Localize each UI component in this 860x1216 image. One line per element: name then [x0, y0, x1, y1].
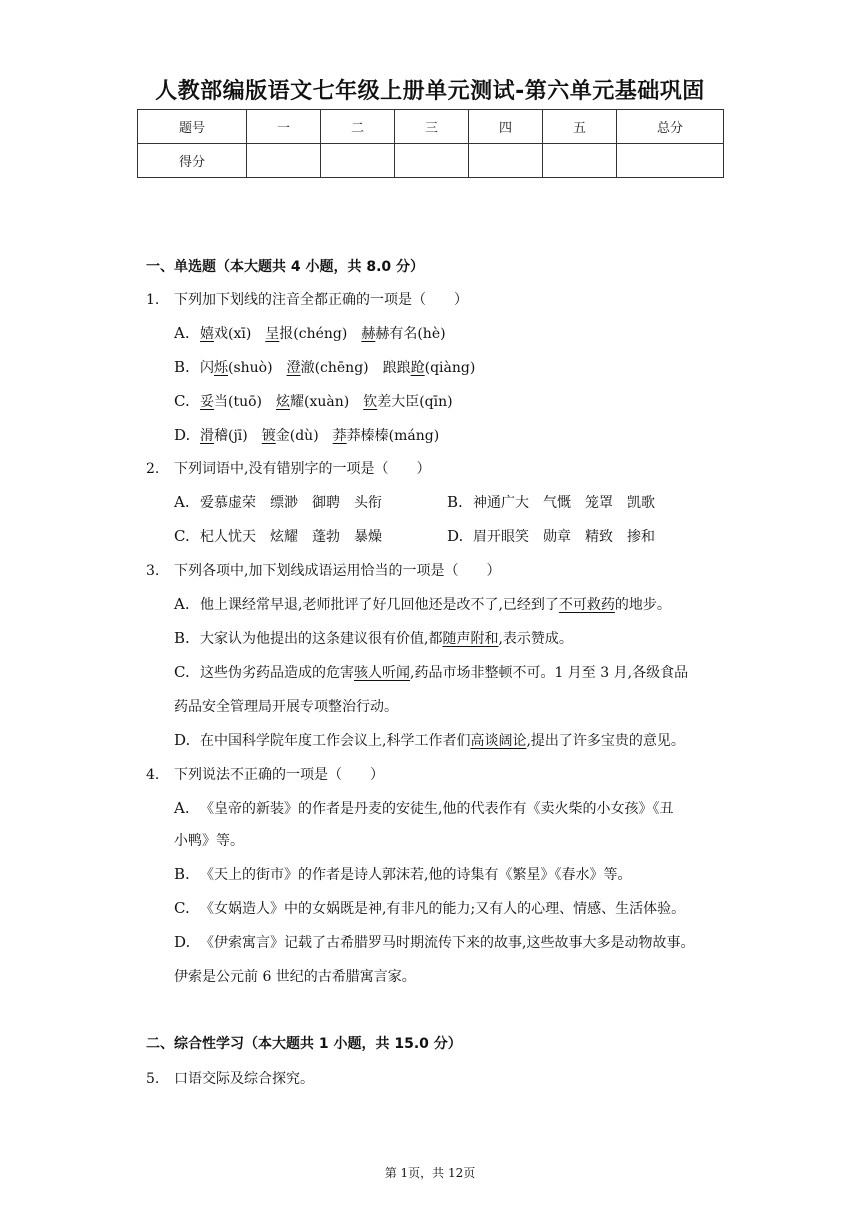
underlined-char: 炫	[276, 394, 290, 410]
q2-option-c	[174, 526, 382, 546]
score-header-cell: 总分	[617, 110, 724, 144]
q4-option-a-continued	[174, 830, 244, 850]
question-5	[146, 1068, 314, 1088]
option-text: ,提出了许多宝贵的意见。	[526, 733, 685, 749]
option-letter: C.	[174, 527, 190, 545]
q3-option-d	[174, 730, 685, 750]
underlined-char: 莽	[332, 428, 347, 444]
score-table-score-row	[138, 144, 724, 178]
option-text: 当(tuō)	[214, 394, 276, 410]
option-text: 《天上的街市》的作者是诗人郭沫若,他的诗集有《繁星》《春水》等。	[200, 867, 632, 883]
question-4	[146, 764, 384, 784]
q2-option-d	[447, 526, 655, 546]
option-text: (shuò)	[228, 360, 287, 376]
option-text: 杞人忧天 炫耀 蓬勃 暴燥	[200, 529, 382, 545]
option-text: 小鸭》等。	[174, 833, 244, 849]
score-cell	[469, 144, 543, 178]
option-text: 金(dù)	[275, 428, 333, 444]
question-2	[146, 458, 430, 478]
option-letter: C.	[174, 899, 190, 917]
option-text: 差大臣(qīn)	[377, 394, 453, 410]
option-letter: D.	[174, 426, 191, 444]
q1-option-a	[174, 323, 446, 343]
option-text: 闪	[200, 360, 214, 376]
question-number: 1.	[146, 292, 160, 308]
option-text: ,药品市场非整顿不可。1 月至 3 月,各级食品	[410, 665, 689, 681]
score-cell	[617, 144, 724, 178]
option-text: 《皇帝的新装》的作者是丹麦的安徒生,他的代表作有《卖火柴的小女孩》《丑	[200, 801, 674, 817]
score-cell	[247, 144, 321, 178]
underlined-char: 滑	[200, 428, 214, 444]
q3-option-b	[174, 628, 573, 648]
score-cell	[321, 144, 395, 178]
page-title: 人教部编版语文七年级上册单元测试-第六单元基础巩固	[155, 79, 705, 104]
option-text: 这些伪劣药品造成的危害	[200, 665, 354, 681]
underlined-idiom: 高谈阔论	[470, 733, 527, 749]
option-text: 他上课经常早退,老师批评了好几回他还是改不了,已经到了	[200, 597, 559, 613]
q4-option-b	[174, 864, 631, 884]
page-footer: 第 1页，共 12页	[384, 1166, 476, 1180]
score-table	[137, 109, 724, 178]
option-letter: B.	[174, 629, 190, 647]
q4-option-a	[174, 798, 673, 818]
underlined-char: 嬉	[200, 326, 214, 342]
underlined-char: 钦	[363, 394, 378, 410]
q1-option-b	[174, 357, 475, 377]
option-text: 赫有名(hè)	[375, 326, 446, 342]
option-text: 药品安全管理局开展专项整治行动。	[174, 699, 398, 715]
option-letter: B.	[447, 493, 463, 511]
q4-option-d-continued	[174, 966, 416, 986]
underlined-idiom: 不可救药	[558, 597, 615, 613]
section-heading: 二、综合性学习（本大题共 1 小题，共 15.0 分）	[146, 1036, 462, 1052]
score-header-cell: 三	[395, 110, 469, 144]
question-1	[146, 289, 468, 309]
option-letter: A.	[174, 493, 190, 511]
option-text: 戏(xī)	[214, 326, 266, 342]
score-header-cell: 五	[543, 110, 617, 144]
question-number: 2.	[146, 461, 160, 477]
underlined-idiom: 随声附和	[442, 631, 499, 647]
score-table-header-row	[138, 110, 724, 144]
option-letter: D.	[447, 527, 464, 545]
question-stem: 下列加下划线的注音全都正确的一项是（ ）	[174, 292, 468, 308]
question-stem: 下列说法不正确的一项是（ ）	[174, 767, 384, 783]
q2-option-a	[174, 492, 382, 512]
option-text: 神通广大 气慨 笼罩 凯歌	[473, 495, 655, 511]
option-text: 澈(chēng) 踉踉	[300, 360, 411, 376]
underlined-char: 呈	[265, 326, 280, 342]
score-cell	[543, 144, 617, 178]
option-text: ,表示赞成。	[498, 631, 573, 647]
option-letter: A.	[174, 595, 190, 613]
score-header-cell: 四	[469, 110, 543, 144]
q3-option-a	[174, 594, 671, 614]
question-number: 4.	[146, 767, 160, 783]
option-letter: D.	[174, 731, 191, 749]
option-text: 《女娲造人》中的女娲既是神,有非凡的能力;又有人的心理、情感、生活体验。	[200, 901, 686, 917]
underlined-char: 赫	[361, 326, 376, 342]
q3-option-c-continued	[174, 696, 398, 716]
option-text: 《伊索寓言》记载了古希腊罗马时期流传下来的故事,这些故事大多是动物故事。	[200, 935, 695, 951]
q1-option-d	[174, 425, 439, 445]
option-text: 的地步。	[614, 597, 671, 613]
option-letter: C.	[174, 392, 190, 410]
question-stem: 口语交际及综合探究。	[174, 1071, 314, 1087]
question-3	[146, 560, 500, 580]
option-letter: B.	[174, 865, 190, 883]
underlined-char: 镀	[261, 428, 276, 444]
score-cell	[395, 144, 469, 178]
option-text: 在中国科学院年度工作会议上,科学工作者们	[200, 733, 471, 749]
question-number: 5.	[146, 1071, 160, 1087]
q4-option-c	[174, 898, 685, 918]
option-text: 稽(jī)	[214, 428, 262, 444]
option-text: (qiàng)	[424, 360, 476, 376]
underlined-char: 妥	[200, 394, 214, 410]
option-text: 眉开眼笑 勋章 精致 掺和	[473, 529, 655, 545]
underlined-idiom: 骇人听闻	[354, 665, 410, 681]
q1-option-c	[174, 391, 453, 411]
question-stem: 下列各项中,加下划线成语运用恰当的一项是（ ）	[174, 563, 501, 579]
q4-option-d	[174, 932, 694, 952]
underlined-char: 跄	[410, 360, 425, 376]
underlined-char: 烁	[214, 360, 228, 376]
question-number: 3.	[146, 563, 160, 579]
question-stem: 下列词语中,没有错别字的一项是（ ）	[174, 461, 431, 477]
score-row-label: 得分	[138, 144, 247, 178]
option-text: 爱慕虚荣 缥渺 御聘 头衔	[200, 495, 382, 511]
option-letter: A.	[174, 324, 190, 342]
option-text: 莽榛榛(máng)	[346, 428, 440, 444]
option-text: 伊索是公元前 6 世纪的古希腊寓言家。	[174, 969, 416, 985]
score-header-cell: 二	[321, 110, 395, 144]
score-header-cell: 题号	[138, 110, 247, 144]
option-letter: B.	[174, 358, 190, 376]
score-header-cell: 一	[247, 110, 321, 144]
section-heading: 一、单选题（本大题共 4 小题，共 8.0 分）	[146, 259, 425, 275]
option-letter: D.	[174, 933, 191, 951]
q3-option-c	[174, 662, 688, 682]
option-text: 报(chéng)	[279, 326, 362, 342]
option-text: 耀(xuàn)	[290, 394, 364, 410]
underlined-char: 澄	[286, 360, 301, 376]
q2-option-b	[447, 492, 655, 512]
option-letter: C.	[174, 663, 190, 681]
option-text: 大家认为他提出的这条建议很有价值,都	[200, 631, 443, 647]
option-letter: A.	[174, 799, 190, 817]
